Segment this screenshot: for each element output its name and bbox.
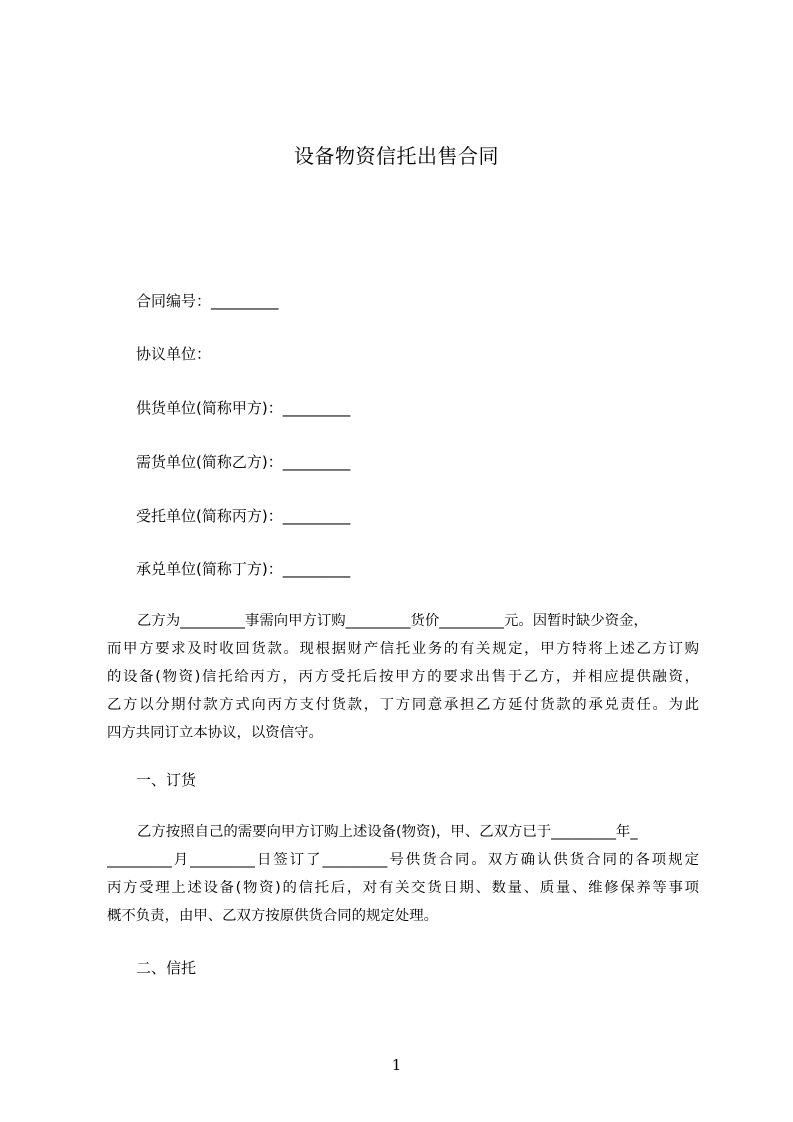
intro-paragraph xyxy=(107,607,699,747)
acceptor-field: 承兑单位(简称丁方)：_________ xyxy=(136,560,351,578)
paragraph-line: 乙方以分期付款方式向丙方支付货款，丁方同意承担乙方延付货款的承兑责任。为此 xyxy=(107,697,699,713)
agreement-units-label: 协议单位： xyxy=(136,345,212,363)
supplier-field: 供货单位(简称甲方)：_________ xyxy=(136,399,351,417)
section-1-paragraph xyxy=(107,818,699,930)
section-1-heading: 一、订货 xyxy=(136,771,197,789)
paragraph-line: _________月_________日签订了_________号供货合同。双方确认供货合同的各项规定 xyxy=(107,852,699,868)
paragraph-line: 概不负责，由甲、乙双方按原供货合同的规定处理。 xyxy=(107,908,438,924)
buyer-field: 需货单位(简称乙方)：_________ xyxy=(136,453,351,471)
trustee-field: 受托单位(简称丙方)：_________ xyxy=(136,507,351,525)
paragraph-line: 乙方按照自己的需要向甲方订购上述设备(物资)，甲、乙双方已于_________年_ xyxy=(137,824,638,840)
document-title: 设备物资信托出售合同 xyxy=(294,144,499,168)
section-2-heading: 二、信托 xyxy=(136,959,197,977)
contract-number-field: 合同编号：_________ xyxy=(136,292,279,310)
paragraph-line: 丙方受理上述设备(物资)的信托后，对有关交货日期、数量、质量、维修保养等事项 xyxy=(107,880,699,896)
page-number: 1 xyxy=(391,1056,402,1074)
paragraph-line: 乙方为_________事需向甲方订购_________货价_________元。因暂时缺少资金， xyxy=(137,613,648,629)
paragraph-line: 的设备(物资)信托给丙方，丙方受托后按甲方的要求出售于乙方，并相应提供融资， xyxy=(107,669,699,685)
paragraph-line: 而甲方要求及时收回货款。现根据财产信托业务的有关规定，甲方特将上述乙方订购 xyxy=(107,641,699,657)
paragraph-line: 四方共同订立本协议，以资信守。 xyxy=(107,725,323,741)
